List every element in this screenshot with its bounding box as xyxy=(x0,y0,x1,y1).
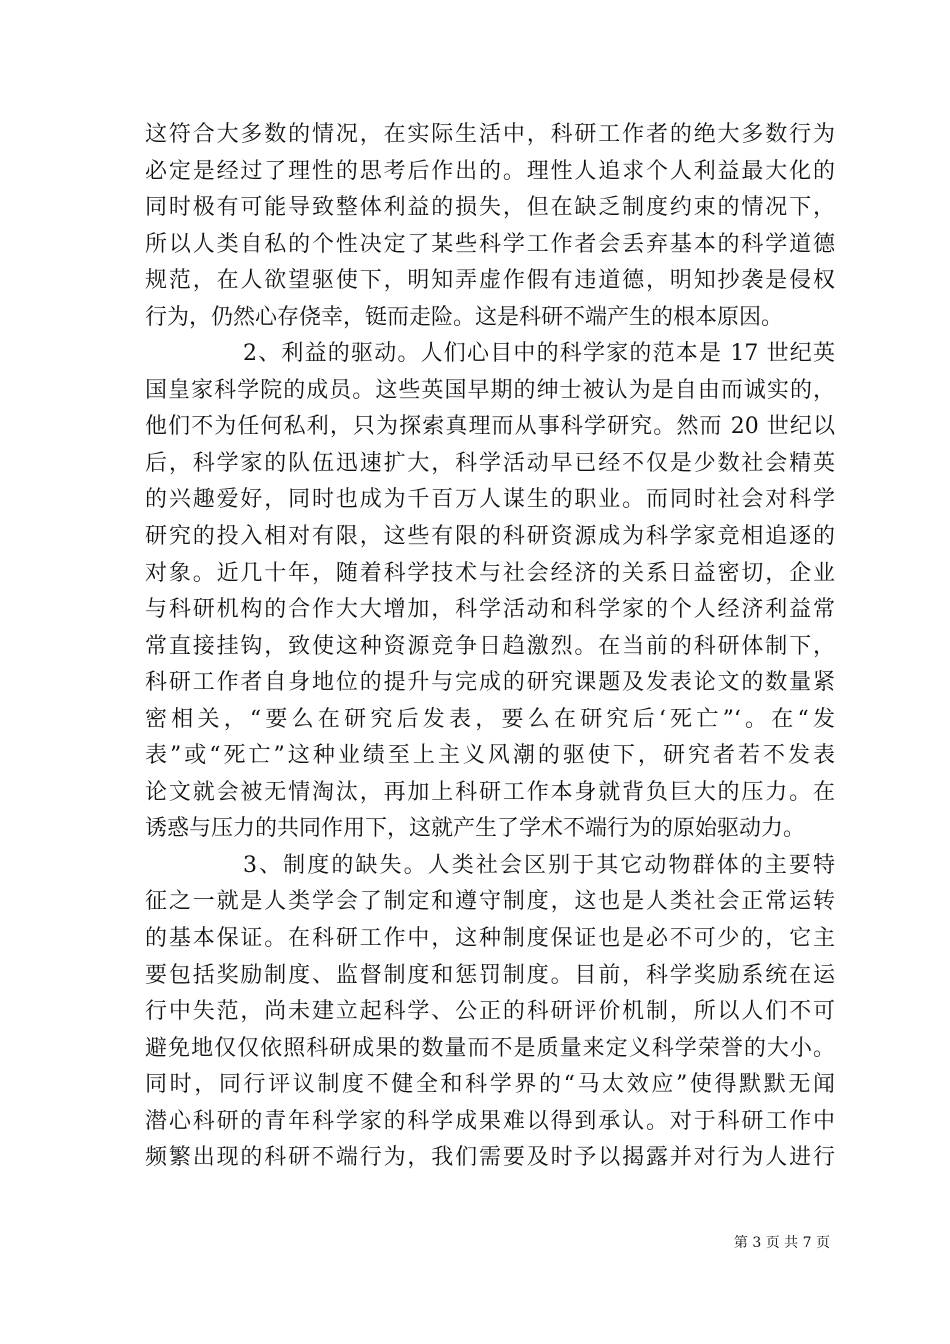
text-line: 必定是经过了理性的思考后作出的。理性人追求个人利益最大化的 xyxy=(145,158,835,184)
text-line: 同时，同行评议制度不健全和科学界的“马太效应”使得默默无闻 xyxy=(145,1072,835,1098)
text-line: 同时极有可能导致整体利益的损失，但在缺乏制度约束的情况下， xyxy=(145,195,835,221)
paragraph-interest-drive xyxy=(145,336,835,848)
text-line: 论文就会被无情淘汰，再加上科研工作本身就背负巨大的压力。在 xyxy=(145,779,835,805)
text-line: 潜心科研的青年科学家的科学成果难以得到承认。对于科研工作中 xyxy=(145,1108,835,1134)
text-line: 所以人类自私的个性决定了某些科学工作者会丢弃基本的科学道德 xyxy=(145,231,835,257)
text-line: 规范，在人欲望驱使下，明知弄虚作假有违道德，明知抄袭是侵权 xyxy=(145,268,835,294)
text-line: 征之一就是人类学会了制定和遵守制度，这也是人类社会正常运转 xyxy=(145,889,835,915)
text-line: 科研工作者自身地位的提升与完成的研究课题及发表论文的数量紧 xyxy=(145,670,835,696)
text-line: 这符合大多数的情况，在实际生活中，科研工作者的绝大多数行为 xyxy=(145,122,835,147)
text-line: 避免地仅仅依照科研成果的数量而不是质量来定义科学荣誉的大小。 xyxy=(145,1035,835,1061)
text-line: 的兴趣爱好，同时也成为千百万人谋生的职业。而同时社会对科学 xyxy=(145,487,835,513)
text-line: 常直接挂钩，致使这种资源竞争日趋激烈。在当前的科研体制下， xyxy=(145,633,835,659)
text-line: 研究的投入相对有限，这些有限的科研资源成为科学家竞相追逐的 xyxy=(145,524,835,550)
text-line: 2、利益的驱动。人们心目中的科学家的范本是 17 世纪英 xyxy=(243,341,835,367)
text-line: 他们不为任何私利，只为探索真理而从事科学研究。然而 20 世纪以 xyxy=(145,414,835,440)
paragraph-system-deficiency xyxy=(145,848,835,1177)
text-line: 要包括奖励制度、监督制度和惩罚制度。目前，科学奖励系统在运 xyxy=(145,962,835,988)
text-line: 行为，仍然心存侥幸，铤而走险。这是科研不端产生的根本原因。 xyxy=(145,304,784,330)
text-line: 行中失范，尚未建立起科学、公正的科研评价机制，所以人们不可 xyxy=(145,999,835,1025)
text-line: 对象。近几十年，随着科学技术与社会经济的关系日益密切，企业 xyxy=(145,560,835,586)
text-line: 后，科学家的队伍迅速扩大，科学活动早已经不仅是少数社会精英 xyxy=(145,450,835,476)
text-line: 国皇家科学院的成员。这些英国早期的绅士被认为是自由而诚实的， xyxy=(145,377,835,403)
text-line: 的基本保证。在科研工作中，这种制度保证也是必不可少的，它主 xyxy=(145,926,835,952)
body-text xyxy=(145,117,835,1177)
text-line: 与科研机构的合作大大增加，科学活动和科学家的个人经济利益常 xyxy=(145,597,835,623)
text-line: 密相关，“要么在研究后发表，要么在研究后‘死亡”‘。在“发 xyxy=(145,706,835,732)
paragraph-rational-choice xyxy=(145,117,835,336)
text-line: 表”或“死亡”这种业绩至上主义风潮的驱使下，研究者若不发表 xyxy=(145,743,835,769)
text-line: 频繁出现的科研不端行为，我们需要及时予以揭露并对行为人进行 xyxy=(145,1145,835,1171)
text-line: 3、制度的缺失。人类社会区别于其它动物群体的主要特 xyxy=(243,852,835,878)
page-number-footer: 第 3 页 共 7 页 xyxy=(733,1235,830,1251)
text-line: 诱惑与压力的共同作用下，这就产生了学术不端行为的原始驱动力。 xyxy=(145,816,806,842)
